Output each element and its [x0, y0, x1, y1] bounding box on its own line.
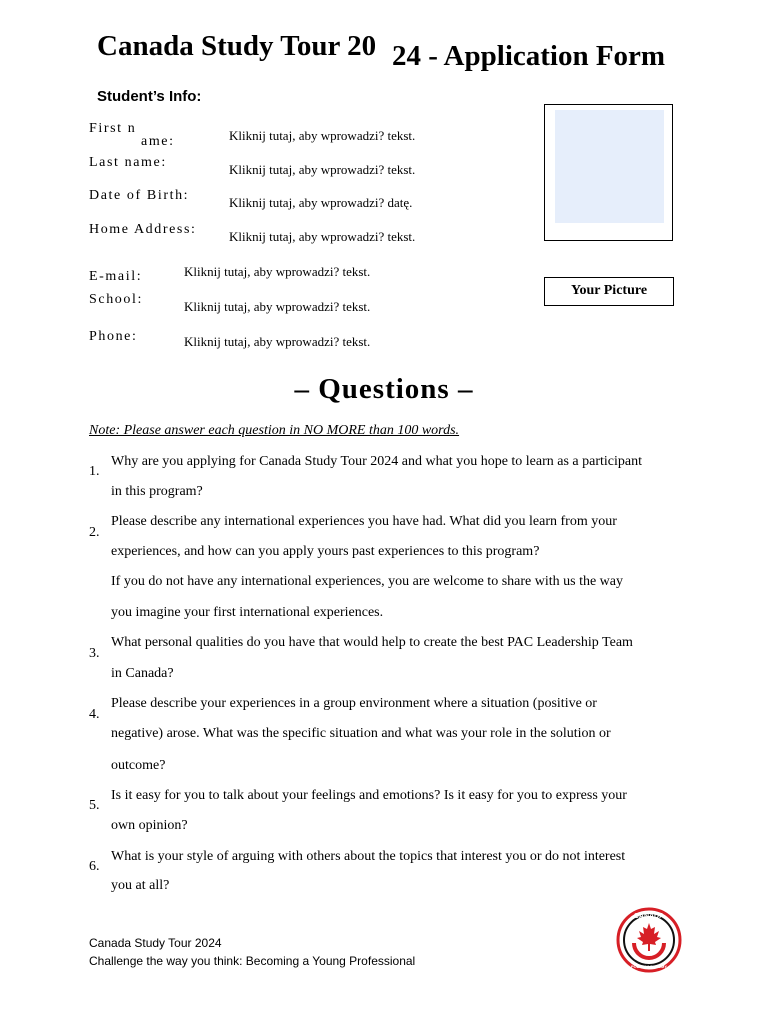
phone-field[interactable]: Kliknij tutaj, aby wprowadzi? tekst. [184, 334, 371, 349]
question-text-line: Is it easy for you to talk about your feelings and emotions? Is it easy for you to express your [111, 788, 627, 803]
footer-line2: Challenge the way you think: Becoming a Young Professional [89, 954, 416, 968]
question-text-line: in Canada? [111, 666, 174, 681]
question-text-line: Please describe any international experiences you have had. What did you learn from your [111, 514, 617, 529]
questions-heading: – Questions – [294, 373, 474, 405]
first-name-field[interactable]: Kliknij tutaj, aby wprowadzi? tekst. [229, 128, 416, 143]
email-field[interactable]: Kliknij tutaj, aby wprowadzi? tekst. [184, 264, 371, 279]
logo-bottom-text: POLISH ACADEMY [630, 964, 668, 969]
footer-line1: Canada Study Tour 2024 [89, 936, 222, 950]
question-number: 4. [89, 707, 100, 722]
address-label: Home Address: [89, 222, 197, 237]
question-text-line: experiences, and how can you apply yours past experiences to this program? [111, 544, 540, 559]
question-text-line: What personal qualities do you have that would help to create the best PAC Leadership Team [111, 635, 633, 650]
question-number: 6. [89, 859, 100, 874]
school-label: School: [89, 292, 143, 307]
maple-leaf-logo-icon [616, 907, 682, 973]
word-limit-note: Note: Please answer each question in NO MORE than 100 words. [89, 423, 460, 438]
first-name-label-line1: First n [89, 121, 137, 136]
question-number: 3. [89, 646, 100, 661]
canada-academy-logo [616, 907, 682, 973]
question-number: 5. [89, 798, 100, 813]
question-text-line: Why are you applying for Canada Study Tour 2024 and what you hope to learn as a participant [111, 454, 643, 469]
your-picture-label: Your Picture [544, 277, 674, 306]
school-field[interactable]: Kliknij tutaj, aby wprowadzi? tekst. [184, 299, 371, 314]
question-text-line: negative) arose. What was the specific situation and what was your role in the solution or [111, 726, 611, 741]
title-part2: 24 - Application Form [392, 40, 666, 72]
question-text-line: own opinion? [111, 818, 188, 833]
question-text-line: Please describe your experiences in a group environment where a situation (positive or [111, 696, 597, 711]
question-text-line: outcome? [111, 758, 166, 773]
question-text-line: you imagine your first international experiences. [111, 605, 384, 620]
photo-placeholder[interactable] [555, 110, 664, 223]
title-part1: Canada Study Tour 20 [97, 30, 377, 62]
address-field[interactable]: Kliknij tutaj, aby wprowadzi? tekst. [229, 229, 416, 244]
question-text-line: What is your style of arguing with others about the topics that interest you or do not interest [111, 849, 626, 864]
dob-label: Date of Birth: [89, 188, 190, 203]
question-text-line: in this program? [111, 484, 203, 499]
question-text-line: If you do not have any international experiences, you are welcome to share with us the way [111, 574, 623, 589]
question-number: 2. [89, 525, 100, 540]
students-info-heading: Student’s Info: [97, 88, 202, 105]
dob-field[interactable]: Kliknij tutaj, aby wprowadzi? datę. [229, 195, 413, 210]
question-text-line: you at all? [111, 878, 170, 893]
photo-frame[interactable] [544, 104, 673, 241]
logo-top-text: CANADA [633, 913, 665, 920]
last-name-label: Last name: [89, 155, 167, 170]
last-name-field[interactable]: Kliknij tutaj, aby wprowadzi? tekst. [229, 162, 416, 177]
question-number: 1. [89, 464, 100, 479]
first-name-label-line2: ame: [141, 134, 175, 149]
email-label: E-mail: [89, 269, 143, 284]
phone-label: Phone: [89, 329, 138, 344]
